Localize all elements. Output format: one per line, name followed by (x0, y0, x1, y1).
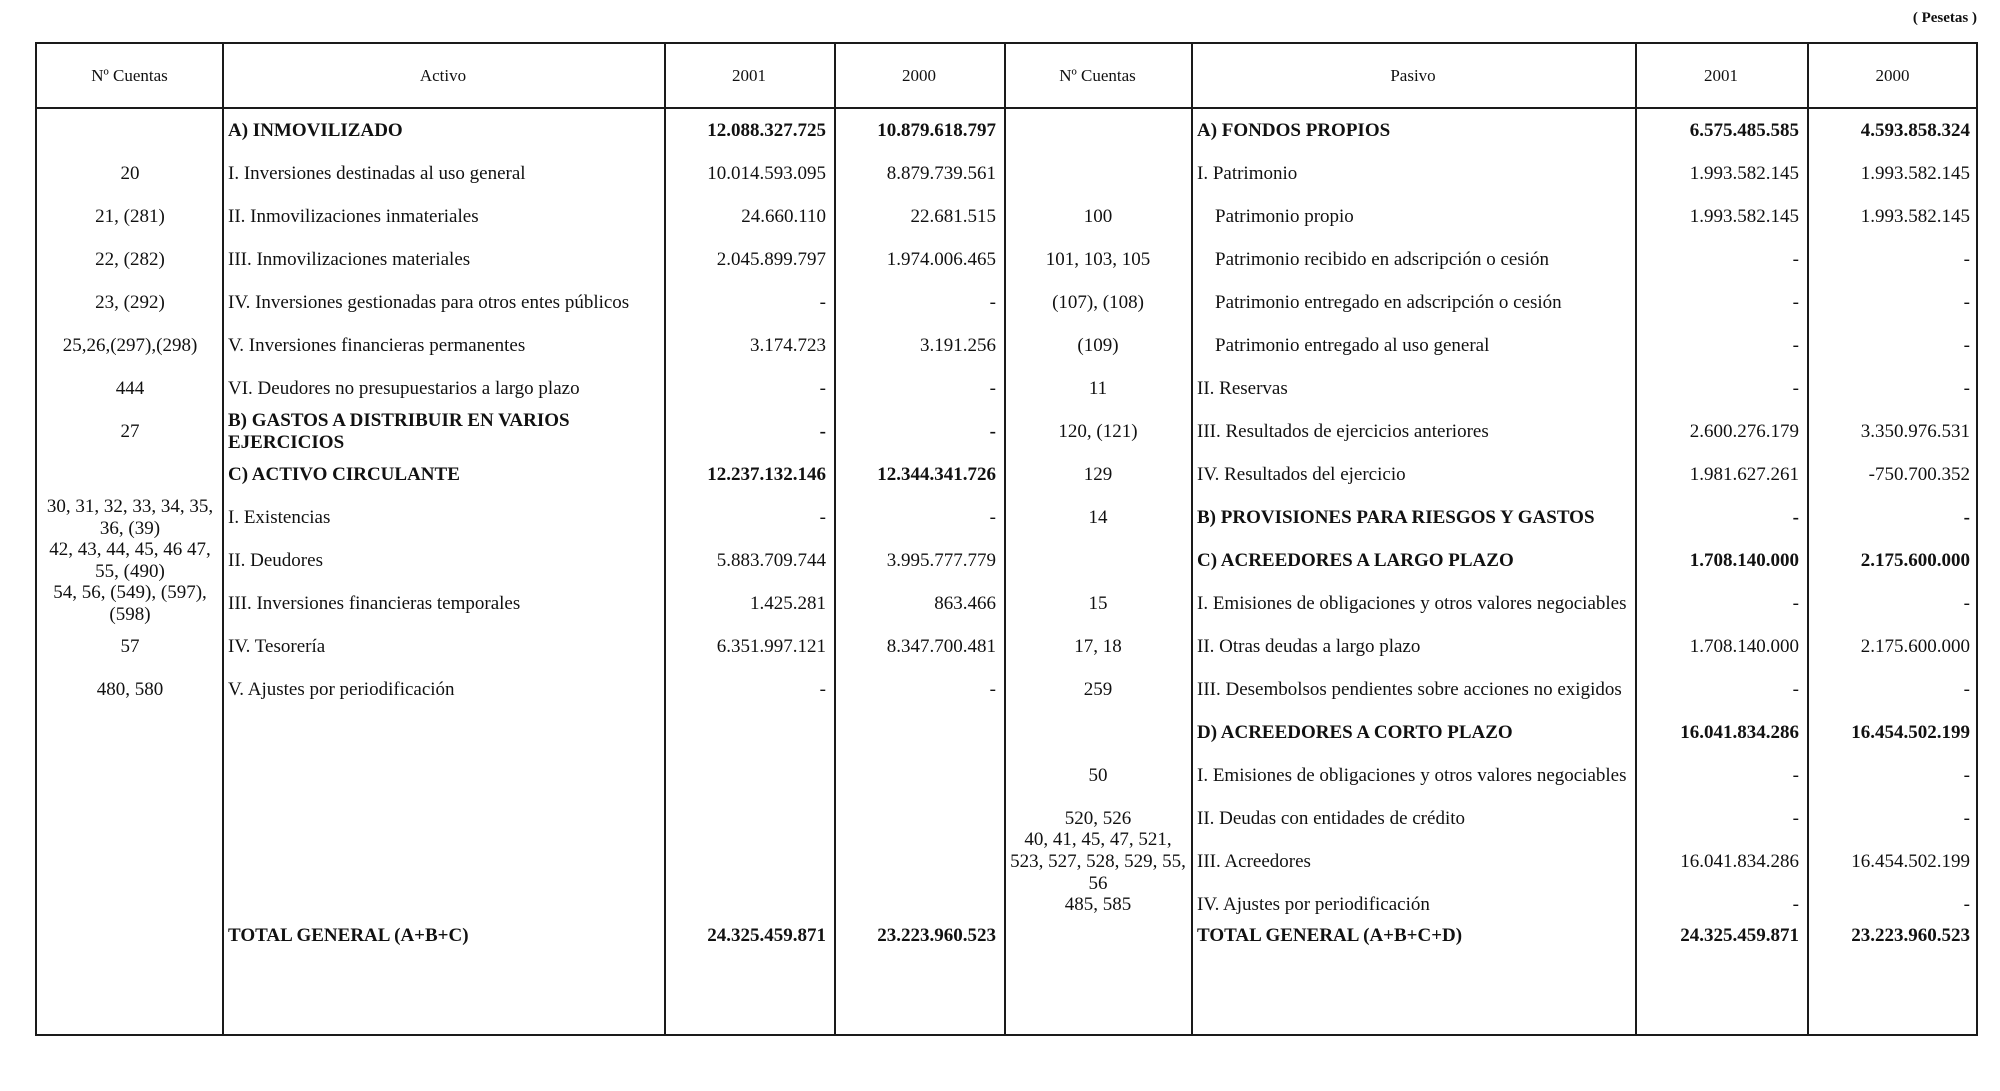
pasivo-row-label: III. Resultados de ejercicios anteriores (1197, 420, 1489, 442)
pasivo-total-2000: 23.223.960.523 (1851, 924, 1970, 946)
activo-value-2000-cell (836, 109, 1003, 152)
pasivo-value-2000: 2.175.600.000 (1860, 549, 1970, 571)
pasivo-value-2000: 16.454.502.199 (1851, 850, 1970, 872)
pasivo-account-number: (107), (108) (1052, 291, 1144, 313)
pasivo-value-2000: - (1963, 592, 1970, 614)
pasivo-value-2001: 1.993.582.145 (1689, 205, 1799, 227)
activo-value-2000-cell (836, 496, 1003, 539)
activo-value-2000: 3.191.256 (920, 334, 996, 356)
pasivo-value-2000: 1.993.582.145 (1860, 162, 1970, 184)
activo-value-2001: 6.351.997.121 (716, 635, 826, 657)
pasivo-value-2001: - (1792, 506, 1799, 528)
activo-value-2001-cell (666, 367, 833, 410)
pasivo-row-label-cell (1193, 668, 1634, 711)
pasivo-account-number-cell (1006, 582, 1190, 625)
activo-value-2001-cell (666, 238, 833, 281)
activo-row-label-cell (224, 324, 663, 367)
activo-value-2000-cell (836, 152, 1003, 195)
pasivo-account-number-cell (1006, 668, 1190, 711)
pasivo-value-2001-cell (1637, 152, 1806, 195)
pasivo-value-2000-cell (1809, 840, 1977, 883)
pasivo-row-label: II. Deudas con entidades de crédito (1197, 807, 1466, 829)
pasivo-row-label-cell (1193, 840, 1634, 883)
pasivo-account-number-cell (1006, 496, 1190, 539)
pasivo-row-label-cell (1193, 238, 1634, 281)
activo-value-2000: 10.879.618.797 (877, 119, 996, 141)
pasivo-account-number: (109) (1077, 334, 1119, 356)
activo-row-label-cell (224, 582, 663, 625)
activo-row-label: A) INMOVILIZADO (228, 119, 403, 141)
activo-account-number: 22, (282) (95, 248, 165, 270)
pasivo-row-label-cell (1193, 711, 1634, 754)
activo-value-2000: - (989, 377, 996, 399)
activo-row-label-cell (224, 410, 663, 453)
activo-row-label: IV. Inversiones gestionadas para otros entes públicos (228, 291, 630, 313)
activo-total-label: TOTAL GENERAL (A+B+C) (228, 924, 469, 946)
pasivo-account-number: 129 (1083, 463, 1113, 485)
pasivo-value-2001: 6.575.485.585 (1689, 119, 1799, 141)
activo-value-2001-cell (666, 539, 833, 582)
pasivo-row-label: II. Otras deudas a largo plazo (1197, 635, 1421, 657)
activo-row-label-cell (224, 539, 663, 582)
activo-value-2000: - (989, 420, 996, 442)
activo-value-2001: 24.660.110 (741, 205, 826, 227)
pasivo-row-label: III. Desembolsos pendientes sobre acciones no exigidos (1197, 678, 1622, 700)
activo-value-2001-cell (666, 453, 833, 496)
pasivo-row-label-cell (1193, 496, 1634, 539)
pasivo-row-label-cell (1193, 152, 1634, 195)
activo-row-label: I. Existencias (228, 506, 331, 528)
pasivo-row-label: III. Acreedores (1197, 850, 1311, 872)
activo-row-label-cell (224, 281, 663, 324)
activo-value-2001: 12.237.132.146 (707, 463, 826, 485)
table-header-row (37, 44, 1976, 109)
pasivo-row-label: A) FONDOS PROPIOS (1197, 119, 1391, 141)
pasivo-value-2000-cell (1809, 195, 1977, 238)
activo-value-2001: - (819, 506, 826, 528)
pasivo-row-label: I. Emisiones de obligaciones y otros valores negociables (1197, 592, 1627, 614)
activo-account-number-cell (39, 367, 221, 410)
activo-value-2001-cell (666, 195, 833, 238)
pasivo-value-2001: 2.600.276.179 (1689, 420, 1799, 442)
pasivo-total-2001-cell (1637, 914, 1806, 957)
activo-value-2000-cell (836, 668, 1003, 711)
pasivo-account-number: 50 (1088, 764, 1108, 786)
activo-account-number: 480, 580 (96, 678, 164, 700)
pasivo-value-2001: - (1792, 334, 1799, 356)
activo-value-2000: - (989, 678, 996, 700)
pasivo-value-2000-cell (1809, 797, 1977, 840)
activo-account-number-cell (39, 152, 221, 195)
header-activo-2000: 2000 (902, 65, 936, 85)
activo-value-2000-cell (836, 539, 1003, 582)
pasivo-value-2001-cell (1637, 281, 1806, 324)
pasivo-value-2000-cell (1809, 324, 1977, 367)
activo-row-label: II. Deudores (228, 549, 323, 571)
pasivo-row-label-cell (1193, 453, 1634, 496)
pasivo-value-2000-cell (1809, 711, 1977, 754)
activo-account-number-cell (39, 281, 221, 324)
activo-account-number: 23, (292) (95, 291, 165, 313)
pasivo-account-number-cell (1006, 195, 1190, 238)
pasivo-value-2000: 4.593.858.324 (1860, 119, 1970, 141)
pasivo-value-2000: - (1963, 248, 1970, 270)
header-activo: Activo (419, 65, 467, 85)
pasivo-row-label-cell (1193, 195, 1634, 238)
balance-sheet-table (35, 42, 1978, 1036)
activo-value-2001-cell (666, 496, 833, 539)
pasivo-value-2000: - (1963, 678, 1970, 700)
pasivo-account-number-cell (1006, 754, 1190, 797)
activo-row-label: V. Inversiones financieras permanentes (228, 334, 526, 356)
activo-account-number-cell (39, 582, 221, 625)
pasivo-account-number: 520, 526 (1064, 807, 1132, 829)
activo-total-2000-cell (836, 914, 1003, 957)
pasivo-account-number-cell (1006, 238, 1190, 281)
pasivo-account-number: 15 (1088, 592, 1108, 614)
activo-row-label: IV. Tesorería (228, 635, 326, 657)
pasivo-value-2001: 1.993.582.145 (1689, 162, 1799, 184)
pasivo-value-2001: 1.708.140.000 (1689, 635, 1799, 657)
activo-value-2000: 1.974.006.465 (886, 248, 996, 270)
pasivo-account-number: 101, 103, 105 (1045, 248, 1151, 270)
pasivo-value-2001: 1.708.140.000 (1689, 549, 1799, 571)
header-pasivo-2001: 2001 (1704, 65, 1738, 85)
pasivo-value-2000-cell (1809, 109, 1977, 152)
pasivo-value-2001-cell (1637, 711, 1806, 754)
pasivo-value-2000-cell (1809, 668, 1977, 711)
pasivo-value-2001: - (1792, 807, 1799, 829)
pasivo-value-2000-cell (1809, 152, 1977, 195)
header-cuentas-activo: Nº Cuentas (91, 65, 168, 85)
activo-account-number-cell (39, 625, 221, 668)
pasivo-row-label: Patrimonio entregado en adscripción o cesión (1215, 291, 1562, 313)
pasivo-value-2001-cell (1637, 625, 1806, 668)
pasivo-value-2001: - (1792, 377, 1799, 399)
pasivo-value-2001-cell (1637, 367, 1806, 410)
pasivo-value-2001-cell (1637, 797, 1806, 840)
activo-value-2001-cell (666, 281, 833, 324)
activo-value-2000: - (989, 291, 996, 313)
activo-value-2001: 2.045.899.797 (716, 248, 826, 270)
pasivo-value-2001: - (1792, 291, 1799, 313)
activo-row-label: II. Inmovilizaciones inmateriales (228, 205, 479, 227)
pasivo-account-number-cell (1006, 625, 1190, 668)
activo-value-2001: - (819, 377, 826, 399)
activo-value-2000: 12.344.341.726 (877, 463, 996, 485)
pasivo-value-2000: - (1963, 291, 1970, 313)
activo-value-2000-cell (836, 410, 1003, 453)
pasivo-account-number: 14 (1088, 506, 1108, 528)
activo-value-2001-cell (666, 109, 833, 152)
activo-value-2000-cell (836, 195, 1003, 238)
pasivo-value-2001: 1.981.627.261 (1689, 463, 1799, 485)
activo-account-number-cell (39, 668, 221, 711)
pasivo-row-label: I. Emisiones de obligaciones y otros valores negociables (1197, 764, 1627, 786)
pasivo-row-label-cell (1193, 539, 1634, 582)
header-pasivo-2000: 2000 (1875, 65, 1910, 85)
activo-value-2001-cell (666, 152, 833, 195)
activo-value-2000: 3.995.777.779 (886, 549, 996, 571)
pasivo-row-label-cell (1193, 797, 1634, 840)
pasivo-account-number: 40, 41, 45, 47, 521, 523, 527, 528, 529, 55, 56 (1010, 828, 1186, 894)
activo-value-2001: 3.174.723 (750, 334, 826, 356)
activo-total-2000: 23.223.960.523 (877, 924, 996, 946)
activo-value-2001: - (819, 420, 826, 442)
pasivo-row-label: Patrimonio propio (1215, 205, 1354, 227)
currency-unit: ( Pesetas ) (1912, 10, 1977, 26)
pasivo-value-2000-cell (1809, 625, 1977, 668)
activo-value-2000: 22.681.515 (910, 205, 996, 227)
pasivo-value-2001-cell (1637, 754, 1806, 797)
pasivo-row-label-cell (1193, 410, 1634, 453)
activo-value-2000: 8.879.739.561 (886, 162, 996, 184)
pasivo-account-number: 100 (1083, 205, 1113, 227)
pasivo-row-label-cell (1193, 324, 1634, 367)
activo-account-number: 27 (120, 420, 140, 442)
pasivo-account-number: 17, 18 (1074, 635, 1122, 657)
pasivo-value-2000: - (1963, 807, 1970, 829)
activo-account-number: 30, 31, 32, 33, 34, 35, 36, (39) (46, 495, 214, 539)
pasivo-account-number: 485, 585 (1064, 893, 1132, 915)
activo-total-2001: 24.325.459.871 (707, 924, 826, 946)
activo-row-label-cell (224, 195, 663, 238)
pasivo-account-number-cell (1006, 883, 1190, 926)
pasivo-value-2000-cell (1809, 367, 1977, 410)
pasivo-value-2001-cell (1637, 840, 1806, 883)
pasivo-value-2000: 1.993.582.145 (1860, 205, 1970, 227)
pasivo-row-label: C) ACREEDORES A LARGO PLAZO (1197, 549, 1514, 571)
activo-value-2001: - (819, 678, 826, 700)
activo-value-2001: 5.883.709.744 (716, 549, 826, 571)
pasivo-value-2001: - (1792, 764, 1799, 786)
activo-account-number: 20 (120, 162, 140, 184)
pasivo-value-2000-cell (1809, 453, 1977, 496)
activo-value-2001-cell (666, 625, 833, 668)
pasivo-value-2001: 16.041.834.286 (1680, 721, 1799, 743)
pasivo-total-2000-cell (1809, 914, 1977, 957)
pasivo-value-2001-cell (1637, 195, 1806, 238)
pasivo-value-2000-cell (1809, 754, 1977, 797)
header-cuentas-pasivo: Nº Cuentas (1059, 65, 1136, 85)
pasivo-value-2001-cell (1637, 324, 1806, 367)
activo-value-2000-cell (836, 582, 1003, 625)
pasivo-row-label-cell (1193, 367, 1634, 410)
activo-value-2001: 12.088.327.725 (707, 119, 826, 141)
activo-value-2000-cell (836, 281, 1003, 324)
activo-row-label-cell (224, 367, 663, 410)
activo-value-2000-cell (836, 453, 1003, 496)
pasivo-value-2000: - (1963, 377, 1970, 399)
activo-value-2000-cell (836, 238, 1003, 281)
activo-row-label-cell (224, 109, 663, 152)
pasivo-total-label-cell (1193, 914, 1634, 957)
activo-value-2001-cell (666, 410, 833, 453)
activo-total-label-cell (224, 914, 663, 957)
pasivo-value-2001: 16.041.834.286 (1680, 850, 1799, 872)
pasivo-account-number-cell (1006, 324, 1190, 367)
activo-value-2000-cell (836, 625, 1003, 668)
activo-row-label: C) ACTIVO CIRCULANTE (228, 463, 460, 485)
activo-value-2001: 1.425.281 (750, 592, 826, 614)
pasivo-value-2001: - (1792, 592, 1799, 614)
activo-row-label-cell (224, 668, 663, 711)
activo-account-number: 42, 43, 44, 45, 46 47, 55, (490) (49, 538, 211, 582)
pasivo-account-number: 259 (1083, 678, 1113, 700)
activo-row-label: I. Inversiones destinadas al uso general (228, 162, 526, 184)
pasivo-row-label-cell (1193, 109, 1634, 152)
pasivo-row-label: I. Patrimonio (1197, 162, 1298, 184)
pasivo-value-2000: -750.700.352 (1868, 463, 1970, 485)
pasivo-value-2001: - (1792, 248, 1799, 270)
pasivo-value-2001-cell (1637, 453, 1806, 496)
activo-row-label-cell (224, 152, 663, 195)
activo-account-number-cell (39, 324, 221, 367)
pasivo-value-2001-cell (1637, 238, 1806, 281)
pasivo-value-2000-cell (1809, 238, 1977, 281)
activo-value-2000-cell (836, 367, 1003, 410)
pasivo-account-number: 11 (1088, 377, 1108, 399)
pasivo-value-2001-cell (1637, 539, 1806, 582)
pasivo-value-2000: - (1963, 334, 1970, 356)
pasivo-value-2000: - (1963, 893, 1970, 915)
activo-account-number: 57 (120, 635, 140, 657)
activo-row-label-cell (224, 625, 663, 668)
pasivo-value-2001-cell (1637, 109, 1806, 152)
pasivo-value-2000: - (1963, 764, 1970, 786)
pasivo-value-2000-cell (1809, 496, 1977, 539)
activo-value-2001-cell (666, 668, 833, 711)
pasivo-total-label: TOTAL GENERAL (A+B+C+D) (1197, 924, 1463, 946)
activo-account-number-cell (39, 410, 221, 453)
activo-value-2000: 863.466 (934, 592, 996, 614)
pasivo-row-label-cell (1193, 582, 1634, 625)
pasivo-value-2000: 16.454.502.199 (1851, 721, 1970, 743)
pasivo-row-label: IV. Ajustes por periodificación (1197, 893, 1430, 915)
header-pasivo: Pasivo (1390, 65, 1436, 85)
pasivo-value-2000: 3.350.976.531 (1860, 420, 1970, 442)
pasivo-value-2001: - (1792, 893, 1799, 915)
activo-account-number-cell (39, 195, 221, 238)
activo-value-2000-cell (836, 324, 1003, 367)
pasivo-value-2000-cell (1809, 539, 1977, 582)
activo-row-label: VI. Deudores no presupuestarios a largo plazo (228, 377, 580, 399)
pasivo-row-label: Patrimonio entregado al uso general (1215, 334, 1490, 356)
activo-row-label-cell (224, 496, 663, 539)
pasivo-row-label: D) ACREEDORES A CORTO PLAZO (1197, 721, 1513, 743)
pasivo-value-2000-cell (1809, 410, 1977, 453)
activo-row-label: V. Ajustes por periodificación (228, 678, 455, 700)
activo-row-label: III. Inmovilizaciones materiales (228, 248, 471, 270)
pasivo-value-2000: - (1963, 506, 1970, 528)
activo-value-2001-cell (666, 324, 833, 367)
activo-value-2001-cell (666, 582, 833, 625)
pasivo-value-2001-cell (1637, 410, 1806, 453)
activo-row-label-cell (224, 238, 663, 281)
pasivo-row-label: IV. Resultados del ejercicio (1197, 463, 1406, 485)
pasivo-row-label: B) PROVISIONES PARA RIESGOS Y GASTOS (1197, 506, 1595, 528)
pasivo-account-number-cell (1006, 367, 1190, 410)
header-activo-2001: 2001 (732, 65, 766, 85)
activo-account-number: 54, 56, (549), (597), (598) (53, 581, 207, 625)
activo-value-2001: - (819, 291, 826, 313)
pasivo-account-number: 120, (121) (1058, 420, 1138, 442)
pasivo-total-2001: 24.325.459.871 (1680, 924, 1799, 946)
activo-row-label: B) GASTOS A DISTRIBUIR EN VARIOS EJERCICIOS (228, 409, 570, 453)
pasivo-row-label-cell (1193, 625, 1634, 668)
pasivo-row-label-cell (1193, 754, 1634, 797)
activo-value-2001: 10.014.593.095 (707, 162, 826, 184)
pasivo-value-2000-cell (1809, 582, 1977, 625)
activo-account-number: 25,26,(297),(298) (62, 334, 198, 356)
activo-value-2000: 8.347.700.481 (886, 635, 996, 657)
pasivo-row-label: II. Reservas (1197, 377, 1288, 399)
activo-row-label: III. Inversiones financieras temporales (228, 592, 521, 614)
pasivo-account-number-cell (1006, 453, 1190, 496)
pasivo-row-label-cell (1193, 281, 1634, 324)
pasivo-value-2000: 2.175.600.000 (1860, 635, 1970, 657)
pasivo-value-2001-cell (1637, 668, 1806, 711)
pasivo-account-number-cell (1006, 410, 1190, 453)
pasivo-value-2001-cell (1637, 582, 1806, 625)
pasivo-row-label: Patrimonio recibido en adscripción o cesión (1215, 248, 1549, 270)
pasivo-value-2000-cell (1809, 281, 1977, 324)
activo-row-label-cell (224, 453, 663, 496)
activo-account-number: 21, (281) (95, 205, 165, 227)
activo-account-number-cell (39, 238, 221, 281)
pasivo-value-2001-cell (1637, 496, 1806, 539)
pasivo-account-number-cell (1006, 281, 1190, 324)
activo-account-number: 444 (115, 377, 145, 399)
activo-total-2001-cell (666, 914, 833, 957)
pasivo-value-2001: - (1792, 678, 1799, 700)
activo-value-2000: - (989, 506, 996, 528)
